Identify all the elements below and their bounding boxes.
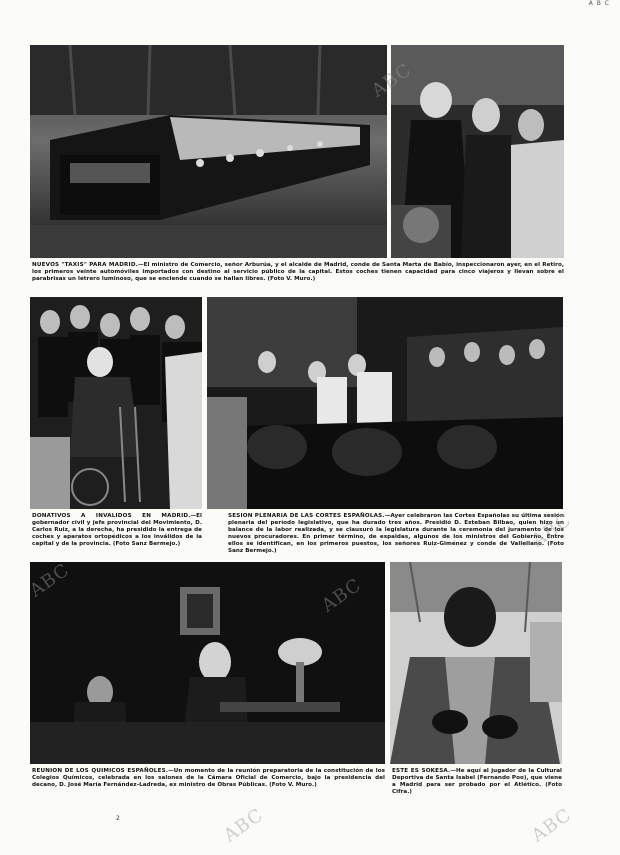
photo-quimicos	[30, 562, 385, 764]
caption-body: —El gobernador civil y jefe provincial del Movimiento, D. Carlos Ruiz, a la derecha, ha presidido la entrega de coches y aparatos ortopédicos a los inválidos de la capital y de la provincia. (Foto Sanz Bermejo.)	[32, 513, 202, 548]
watermark-logo: ABC	[527, 804, 576, 847]
caption-heading: REUNION DE LOS QUIMICOS ESPAÑOLES.	[32, 768, 169, 774]
photo-cortes	[207, 297, 563, 509]
caption-body: —El ministro de Comercio, señor Arburúa, y el alcalde de Madrid, conde de Santa Marta de Babío, inspeccionaron ayer, en el Retiro, los primeros veinte automóviles importados con destino al servicio público de la capital. Estos coches tienen capacidad para cinco viajeros y llevan sobre el parabrisas un letrero luminoso, que se enciende cuando se hallan libres. (Foto V. Muro.)	[32, 262, 565, 283]
caption-heading: ESTE ES SOKESA.	[392, 768, 451, 774]
watermark-logo: ABC	[25, 559, 74, 602]
caption-body: —Ayer celebraron las Cortes Españolas su última sesión plenaria del período legislativo, que ha durado tres años. Presidió D. Esteban Bilbao, quien hizo un balance de la labor realizada, y se clausuró la legislatura durante la ceremonia del juramento de los nuevos procuradores. En primer término, de espaldas, algunos de los ministros del Gobierno. Entre ellos se identifican, en los primeros puestos, los señores Ruiz-Giménez y conde de Vallellano. (Foto Sanz Bermejo.)	[228, 513, 564, 555]
caption-heading: DONATIVOS A INVALIDOS EN MADRID.	[32, 513, 191, 519]
watermark-logo: ABC	[367, 59, 416, 102]
caption-heading: SESION PLENARIA DE LAS CORTES ESPAÑOLAS.	[228, 513, 385, 519]
caption-heading: NUEVOS "TAXIS" PARA MADRID.	[32, 262, 139, 268]
watermark-logo: ABC	[317, 574, 366, 617]
caption-cortes	[228, 513, 564, 556]
page-header: A B C	[588, 0, 610, 7]
watermark-logo: ABC	[219, 804, 268, 847]
photo-donativos	[30, 297, 202, 509]
photo-taxis-row	[30, 45, 387, 258]
caption-donativos	[32, 513, 202, 548]
caption-taxis	[32, 262, 564, 283]
caption-sokesa	[392, 768, 562, 796]
page-mark: 2	[116, 815, 120, 822]
caption-body: —He aquí al jugador de la Cultural Deportiva de Santa Isabel (Fernando Poo), que viene a Madrid para ser probado por el Atlético. (Foto Cifra.)	[392, 768, 562, 796]
watermark-logo: ABC	[527, 509, 576, 552]
photo-taxis-officials	[391, 45, 564, 258]
caption-quimicos	[32, 768, 385, 789]
caption-body: —Un momento de la reunión preparatoria de la constitución de los Colegios Químicos, celebrada en los salones de la Cámara Oficial de Comercio, bajo la presidencia del decano, D. José María Fernández-Ladreda, ex ministro de Obras Públicas. (Foto V. Muro.)	[32, 768, 385, 789]
photo-sokesa	[390, 562, 562, 764]
